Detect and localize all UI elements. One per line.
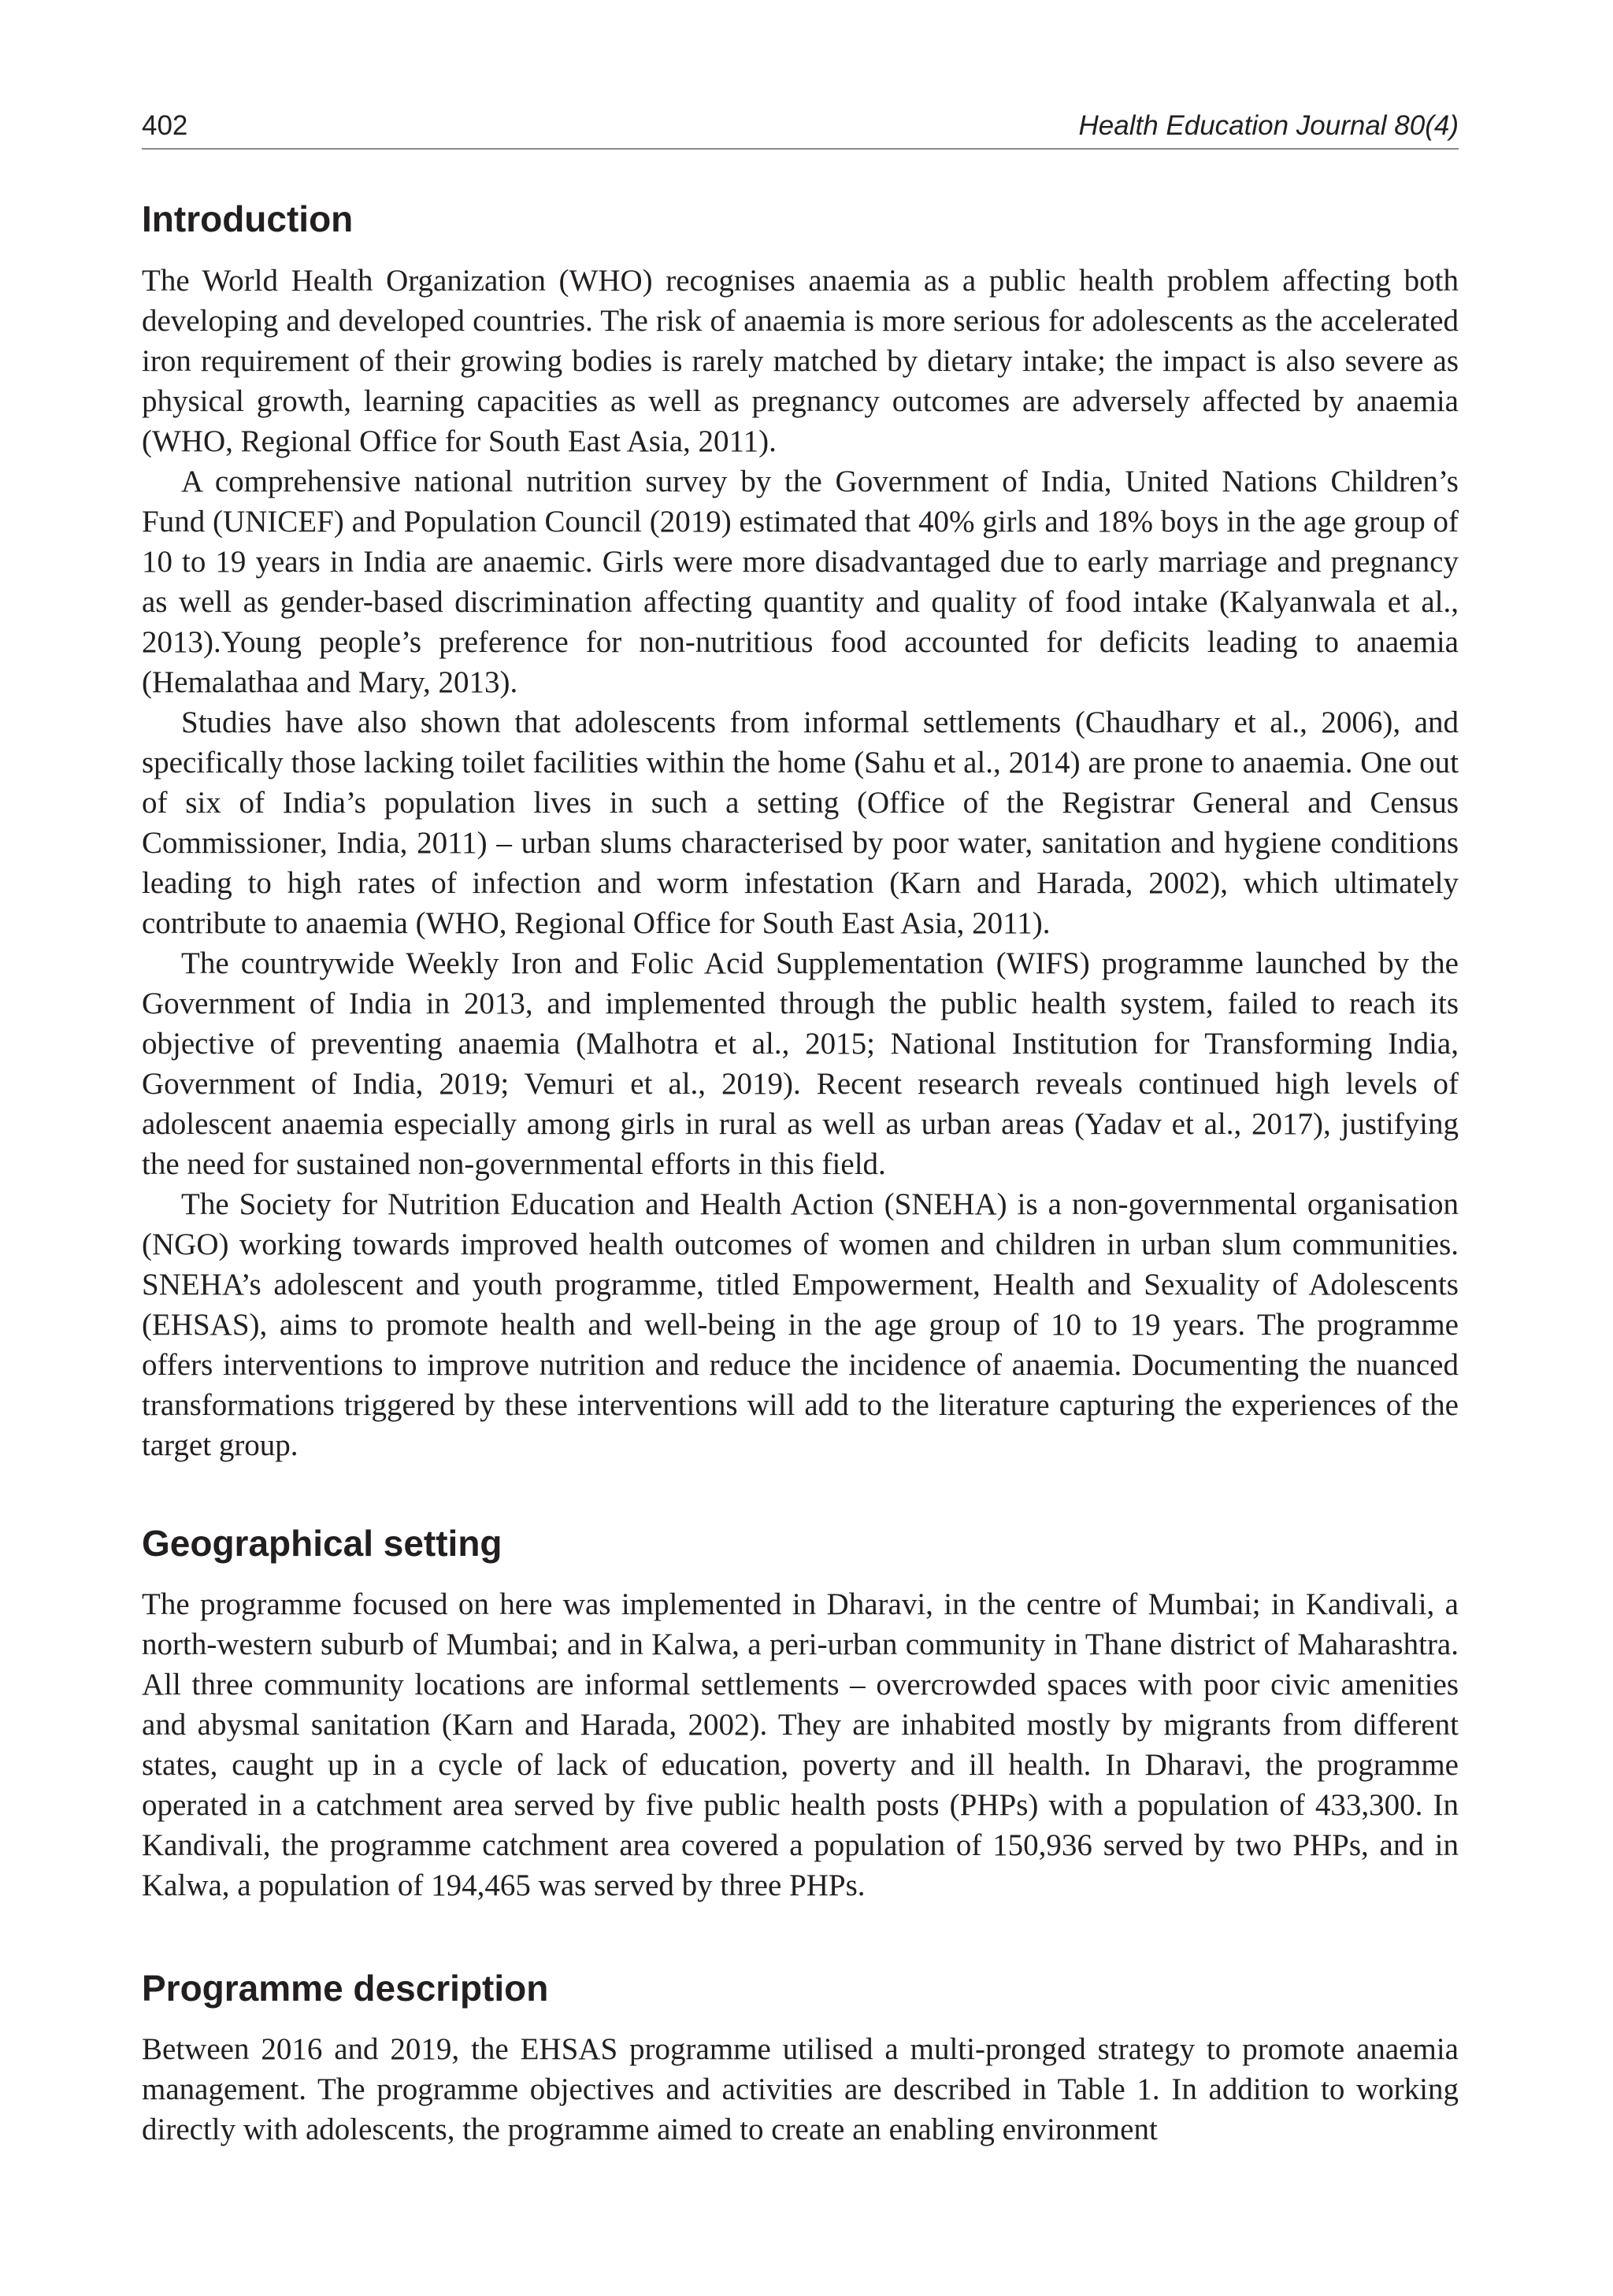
paragraph: Between 2016 and 2019, the EHSAS programme utilised a multi-pronged strategy to promote anaemia management. The programme objectives and activities are described in Table 1. In addition to working directly with adolescents, the programme aimed to create an enabling environment: [142, 2032, 1459, 2146]
section-programme-description: [142, 2029, 1459, 2150]
paragraph: The countrywide Weekly Iron and Folic Acid Supplementation (WIFS) programme launched by the Government of India in 2013, and implemented through the public health system, failed to reach its objective of preventing anaemia (Malhotra et al., 2015; National Institution for Transforming India, Government of India, 2019; Vemuri et al., 2019). Recent research reveals continued high levels of adolescent anaemia especially among girls in rural as well as urban areas (Yadav et al., 2017), justifying the need for sustained non-governmental efforts in this field.: [142, 946, 1459, 1181]
paragraph: The Society for Nutrition Education and Health Action (SNEHA) is a non-governmental organisation (NGO) working towards improved health outcomes of women and children in urban slum communities. SNEHA’s adolescent and youth programme, titled Empowerment, Health and Sexuality of Adolescents (EHSAS), aims to promote health and well-being in the age group of 10 to 19 years. The programme offers interventions to improve nutrition and reduce the incidence of anaemia. Documenting the nuanced transformations triggered by these interventions will add to the literature capturing the experiences of the target group.: [142, 1187, 1459, 1462]
section-heading-introduction: Introduction: [142, 198, 354, 239]
running-head: [142, 107, 1459, 150]
paragraph: A comprehensive national nutrition survey by the Government of India, United Nations Children’s Fund (UNICEF) and Population Council (2019) estimated that 40% girls and 18% boys in the age group of 10 to 19 years in India are anaemic. Girls were more disadvantaged due to early marriage and pregnancy as well as gender-based discrimination affecting quantity and quality of food intake (Kalyanwala et al., 2013).Young people’s preference for non-nutritious food accounted for deficits leading to anaemia (Hemalathaa and Mary, 2013).: [142, 465, 1459, 699]
section-heading-geographical-setting: Geographical setting: [142, 1523, 502, 1564]
paragraph: The programme focused on here was implemented in Dharavi, in the centre of Mumbai; in Kandivali, a north-western suburb of Mumbai; and in Kalwa, a peri-urban community in Thane district of Maharashtra. All three community locations are informal settlements – overcrowded spaces with poor civic amenities and abysmal sanitation (Karn and Harada, 2002). They are inhabited mostly by migrants from different states, caught up in a cycle of lack of education, poverty and ill health. In Dharavi, the programme operated in a catchment area served by five public health posts (PHPs) with a population of 433,300. In Kandivali, the programme catchment area covered a population of 150,936 served by two PHPs, and in Kalwa, a population of 194,465 was served by three PHPs.: [142, 1587, 1459, 1902]
section-introduction: [142, 261, 1459, 1465]
paragraph: The World Health Organization (WHO) recognises anaemia as a public health problem affecting both developing and developed countries. The risk of anaemia is more serious for adolescents as the accelerated iron requirement of their growing bodies is rarely matched by dietary intake; the impact is also severe as physical growth, learning capacities as well as pregnancy outcomes are adversely affected by anaemia (WHO, Regional Office for South East Asia, 2011).: [142, 264, 1459, 458]
journal-name: Health Education Journal 80(4): [1078, 110, 1459, 141]
page-number: 402: [142, 110, 188, 141]
paragraph: Studies have also shown that adolescents from informal settlements (Chaudhary et al., 2006), and specifically those lacking toilet facilities within the home (Sahu et al., 2014) are prone to anaemia. One out of six of India’s population lives in such a setting (Office of the Registrar General and Census Commissioner, India, 2011) – urban slums characterised by poor water, sanitation and hygiene conditions leading to high rates of infection and worm infestation (Karn and Harada, 2002), which ultimately contribute to anaemia (WHO, Regional Office for South East Asia, 2011).: [142, 705, 1459, 940]
section-heading-programme-description: Programme description: [142, 1968, 549, 2009]
section-geographical-setting: [142, 1584, 1459, 1905]
